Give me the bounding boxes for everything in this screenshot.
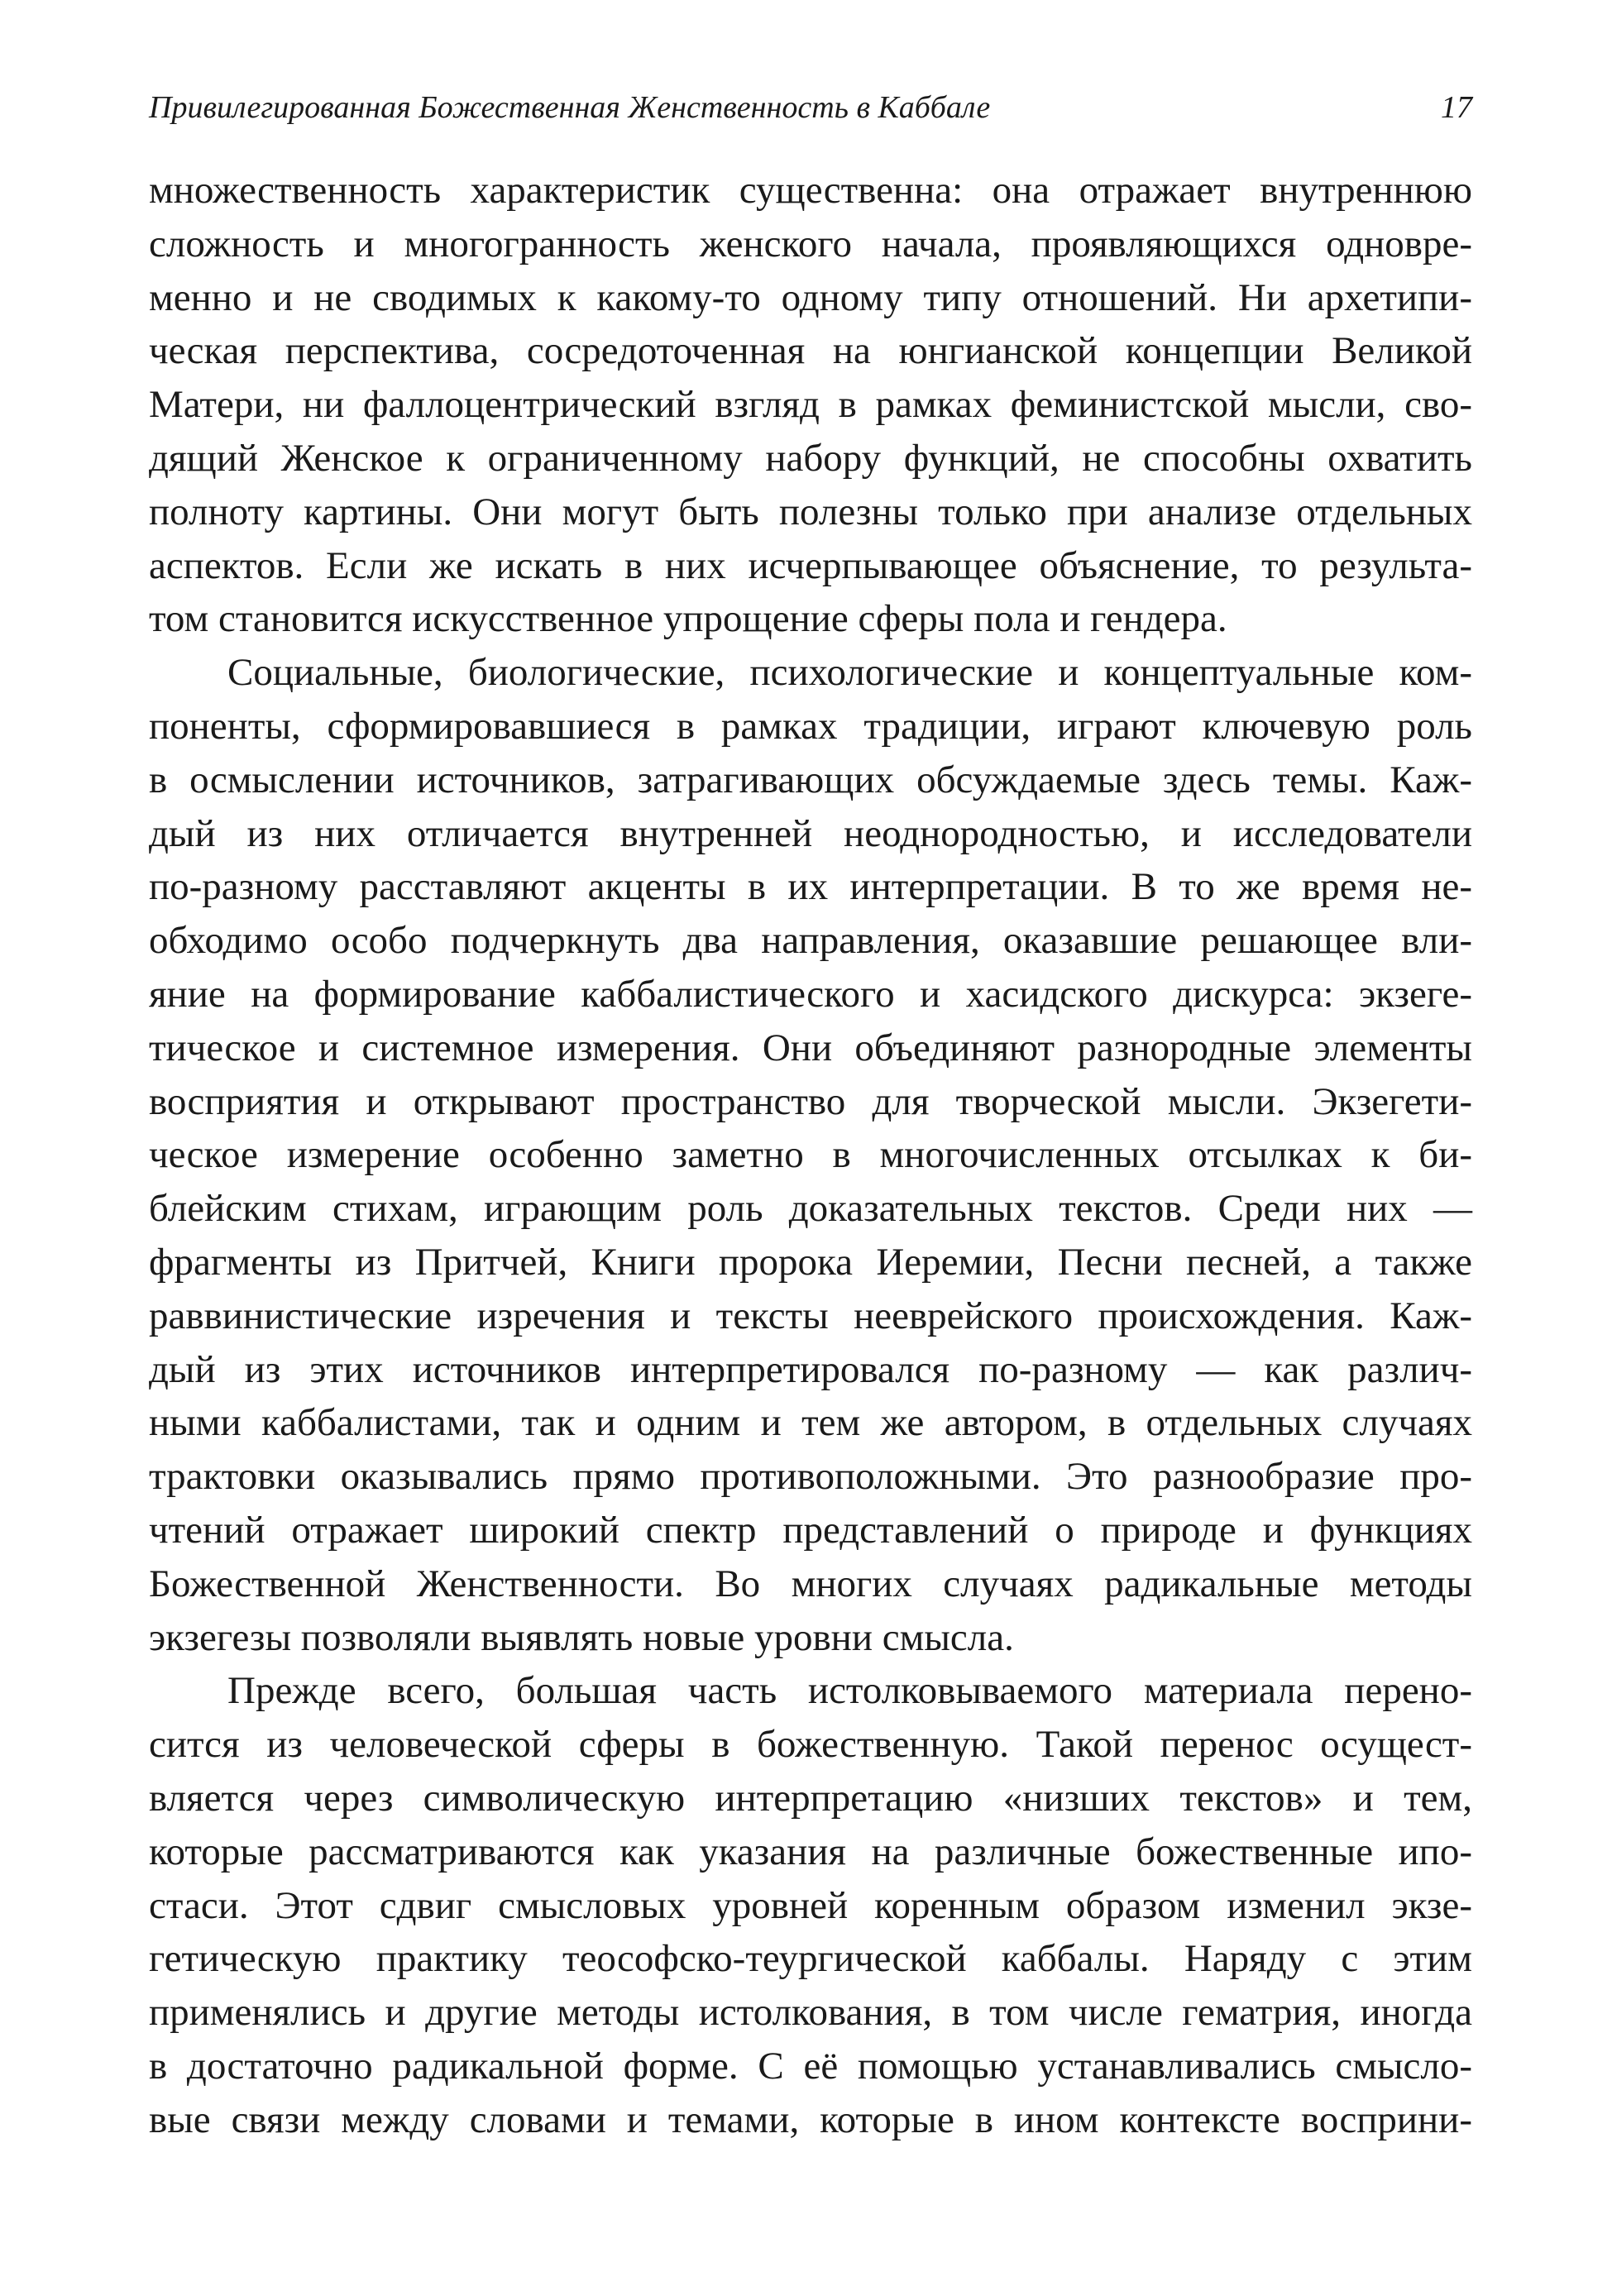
text-line: яние на формирование каббалистического и хасидского дискурса: экзеге- xyxy=(149,972,1472,1016)
text-line: в осмыслении источников, затрагивающих обсуждаемые здесь темы. Каж- xyxy=(149,758,1472,801)
text-line: в достаточно радикальной форме. С её помощью устанавливались смысло- xyxy=(149,2044,1472,2088)
text-line: обходимо особо подчеркнуть два направления, оказавшие решающее вли- xyxy=(149,919,1472,963)
text-line: Социальные, биологические, психологические и концептуальные ком- xyxy=(227,651,1472,695)
text-line: блейским стихам, играющим роль доказательных текстов. Среди них — xyxy=(149,1187,1472,1231)
text-line: том становится искусственное упрощение сферы пола и гендера. xyxy=(149,597,1227,641)
text-line: Божественной Женственности. Во многих случаях радикальные методы xyxy=(149,1562,1472,1605)
text-line: тическое и системное измерения. Они объединяют разнородные элементы xyxy=(149,1026,1472,1069)
text-line: дый из этих источников интерпретировался по-разному — как различ- xyxy=(149,1347,1472,1391)
text-line: раввинистические изречения и тексты нееврейского происхождения. Каж- xyxy=(149,1294,1472,1337)
text-line: экзегезы позволяли выявлять новые уровни смысла. xyxy=(149,1615,1014,1659)
text-line: которые рассматриваются как указания на различные божественные ипо- xyxy=(149,1830,1472,1873)
text-line: вляется через символическую интерпретацию «низших текстов» и тем, xyxy=(149,1776,1472,1820)
text-line: фрагменты из Притчей, Книги пророка Иеремии, Песни песней, а также xyxy=(149,1240,1472,1284)
body-text xyxy=(149,164,1472,2146)
text-line: менно и не сводимых к какому-то одному типу отношений. Ни архетипи- xyxy=(149,275,1472,319)
text-line: ческое измерение особенно заметно в многочисленных отсылках к би- xyxy=(149,1133,1472,1177)
text-line: множественность характеристик существенна: она отражает внутреннюю xyxy=(149,169,1472,212)
text-line: вые связи между словами и темами, которые в ином контексте восприни- xyxy=(149,2097,1472,2141)
text-line: чтений отражает широкий спектр представлений о природе и функциях xyxy=(149,1508,1472,1552)
text-line: Матери, ни фаллоцентрический взгляд в рамках феминистской мысли, сво- xyxy=(149,383,1472,427)
page-number: 17 xyxy=(1441,90,1472,125)
text-line: сится из человеческой сферы в божественную. Такой перенос осущест- xyxy=(149,1723,1472,1767)
text-line: сложность и многогранность женского начала, проявляющихся одновре- xyxy=(149,222,1472,265)
text-line: дый из них отличается внутренней неоднородностью, и исследователи xyxy=(149,811,1472,855)
running-head xyxy=(149,83,1472,132)
text-line: аспектов. Если же искать в них исчерпывающее объяснение, то результа- xyxy=(149,543,1472,587)
text-line: гетическую практику теософско-теургической каббалы. Наряду с этим xyxy=(149,1937,1472,1981)
text-line: ческая перспектива, сосредоточенная на юнгианской концепции Великой xyxy=(149,329,1472,373)
text-line: трактовки оказывались прямо противоположными. Это разнообразие про- xyxy=(149,1455,1472,1499)
text-line: по-разному расставляют акценты в их интерпретации. В то же время не- xyxy=(149,865,1472,909)
text-line: применялись и другие методы истолкования, в том числе гематрия, иногда xyxy=(149,1991,1472,2035)
text-line: дящий Женское к ограниченному набору функций, не способны охватить xyxy=(149,436,1472,480)
text-line: ными каббалистами, так и одним и тем же автором, в отдельных случаях xyxy=(149,1401,1472,1445)
text-line: полноту картины. Они могут быть полезны только при анализе отдельных xyxy=(149,490,1472,533)
text-line: поненты, сформировавшиеся в рамках традиции, играют ключевую роль xyxy=(149,704,1472,748)
text-line: стаси. Этот сдвиг смысловых уровней коренным образом изменил экзе- xyxy=(149,1883,1472,1927)
running-title: Привилегированная Божественная Женственность в Каббале xyxy=(149,90,991,125)
text-line: восприятия и открывают пространство для творческой мысли. Экзегети- xyxy=(149,1079,1472,1123)
text-line: Прежде всего, большая часть истолковываемого материала перено- xyxy=(227,1669,1472,1713)
